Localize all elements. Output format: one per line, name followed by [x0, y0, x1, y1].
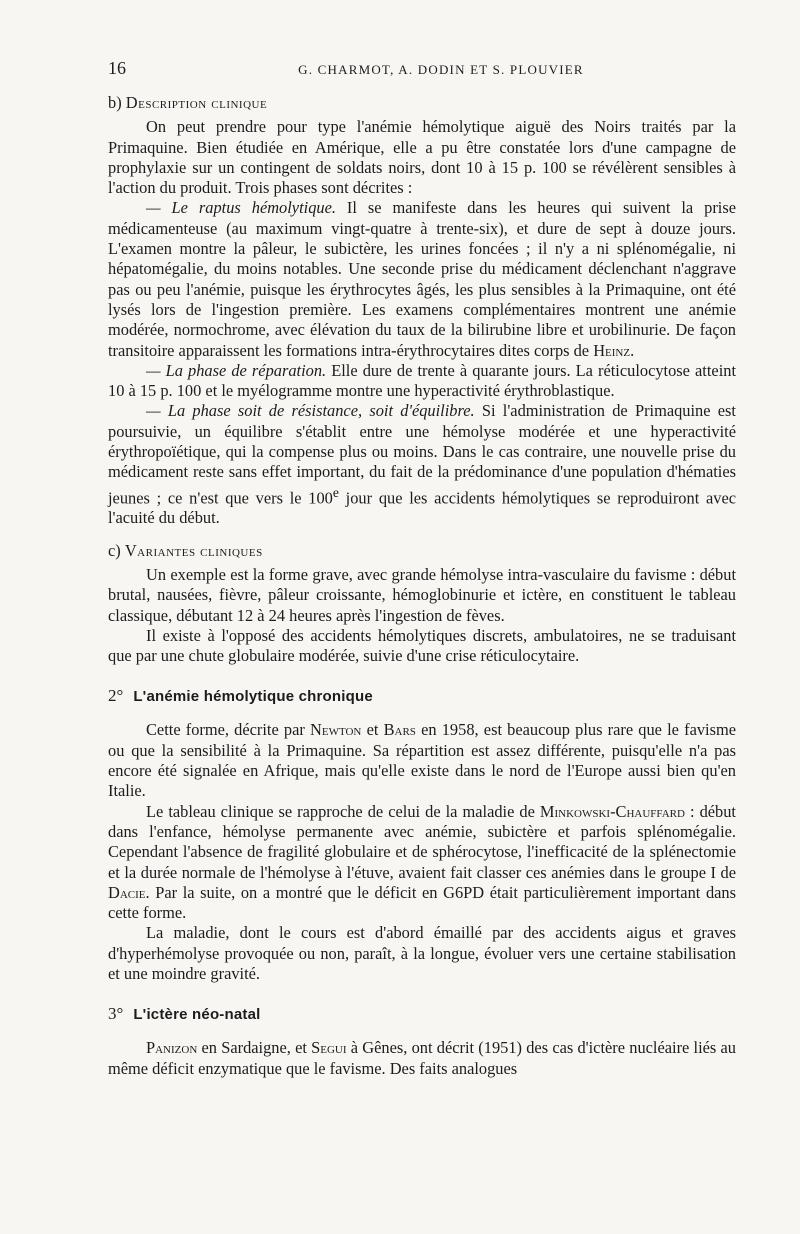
section-number: 3° [108, 1004, 124, 1024]
paragraph: La maladie, dont le cours est d'abord émaillé par des accidents aigus et graves d'hyperhémolyse provoquée ou non, paraît, à la longue, évoluer vers une certaine stabilisation et une moindre gravité. [108, 923, 736, 984]
author-name: Heinz [593, 340, 631, 360]
subheading-text: Variantes cliniques [124, 540, 263, 560]
section-heading-ictere-neo-natal [108, 1004, 736, 1024]
superscript: e [332, 484, 339, 500]
section-number: 2° [108, 686, 124, 706]
paragraph: Il existe à l'opposé des accidents hémolytiques discrets, ambulatoires, ne se traduisant que par une chute globulaire modérée, suivie d'une crise réticulocytaire. [108, 625, 736, 666]
author-name: Panizon [146, 1038, 198, 1058]
paragraph: Panizon en Sardaigne, et Segui à Gênes, ont décrit (1951) des cas d'ictère nucléaire liés au même déficit enzymatique que le favisme. Des faits analogues [108, 1038, 737, 1078]
paragraph: Cette forme, décrite par Newton et Bars en 1958, est beaucoup plus rare que le favisme ou que la sensibilité à la Primaquine. Sa répartition est assez différente, puisqu'elle n'a pas encore été signalée en Afrique, mais qu'elle existe dans le nord de l'Europe aussi bien qu'en Italie. [108, 720, 737, 801]
page-number: 16 [108, 58, 126, 78]
subheading-text: Description clinique [125, 93, 268, 112]
author-name: Dacie [108, 882, 146, 902]
subheading-prefix: b) [108, 93, 126, 112]
paragraph-phase-2: — La phase de réparation. Elle dure de trente à quarante jours. La réticulocytose atteint 10 à 15 p. 100 et le myélogramme montre une hyperactivité érythroblastique. [108, 360, 736, 401]
author-name: Segui [311, 1038, 347, 1058]
paragraph: Un exemple est la forme grave, avec grande hémolyse intra-vasculaire du favisme : début brutal, nausées, fièvre, pâleur croissante, hémoglobinurie et ictère, en constituent le tableau classique, débutant 12 à 24 heures après l'ingestion de fèves. [108, 565, 736, 625]
running-head [108, 58, 736, 79]
phase-label: — Le raptus hémolytique. [146, 198, 336, 218]
paragraph: Le tableau clinique se rapproche de celui de la maladie de Minkowski-Chauffard : début dans l'enfance, hémolyse permanente avec anémie, subictère et parfois splénomégalie. Cependant l'absence de fragilité globulaire et de sphérocytose, l'inefficacité de la splénectomie et la durée normale de l'hémolyse à l'étuve, avaient fait classer ces anémies dans le groupe I de Dacie. Par la suite, on a montré que le déficit en G6PD était particulièrement important dans cette forme. [108, 801, 736, 923]
section-title: L'ictère néo-natal [133, 1006, 261, 1024]
author-name: Minkowski-Chauffard [539, 801, 685, 821]
authors-header: G. CHARMOT, A. DODIN ET S. PLOUVIER [298, 62, 584, 77]
subheading-prefix: c) [108, 540, 125, 560]
phase-label: — La phase de réparation. [146, 360, 327, 380]
paragraph-phase-3: — La phase soit de résistance, soit d'équilibre. Si l'administration de Primaquine est poursuivie, un équilibre s'établit entre une hémolyse modérée et une hyperactivité érythropoïétique, qui la compense plus ou moins. Dans le cas contraire, une nouvelle prise du médicament reste sans effet important, du fait de la prédominance d'une population d'hématies jeunes ; ce n'est que vers le 100e jour que les accidents hémolytiques se reproduiront avec l'acuité du début. [108, 401, 736, 528]
subheading-description-clinique [108, 93, 736, 113]
paragraph-phase-1: — Le raptus hémolytique. Il se manifeste dans les heures qui suivent la prise médicamenteuse (au maximum vingt-quatre à trente-six), et dure de sept à douze jours. L'examen montre la pâleur, le subictère, les urines foncées ; il n'y a ni splénomégalie, ni hépatomégalie, du moins notables. Une seconde prise du médicament déclenchant n'aggrave pas ou peu l'anémie, puisque les érythrocytes âgés, les plus sensibles à la Primaquine, ont été lysés lors de l'ingestion première. Les examens complémentaires montrent une anémie modérée, normochrome, avec élévation du taux de la bilirubine libre et urobilinurie. De façon transitoire apparaissent les formations intra-érythrocytaires dites corps de Heinz. [108, 198, 737, 360]
author-name: Newton [310, 720, 362, 740]
subheading-variantes-cliniques [108, 541, 736, 561]
phase-label: — La phase soit de résistance, soit d'équilibre. [146, 401, 475, 421]
document-page [108, 58, 736, 1079]
paragraph: On peut prendre pour type l'anémie hémolytique aiguë des Noirs traités par la Primaquine. Bien étudiée en Amérique, elle a pu être constatée lors d'une campagne de prophylaxie sur un contingent de soldats noirs, dont 10 à 15 p. 100 se révélèrent sensibles à l'action du produit. Trois phases sont décrites : [108, 117, 736, 198]
author-name: Bars [383, 720, 416, 740]
section-title: L'anémie hémolytique chronique [133, 688, 373, 706]
section-heading-anemie-chronique [108, 686, 736, 706]
